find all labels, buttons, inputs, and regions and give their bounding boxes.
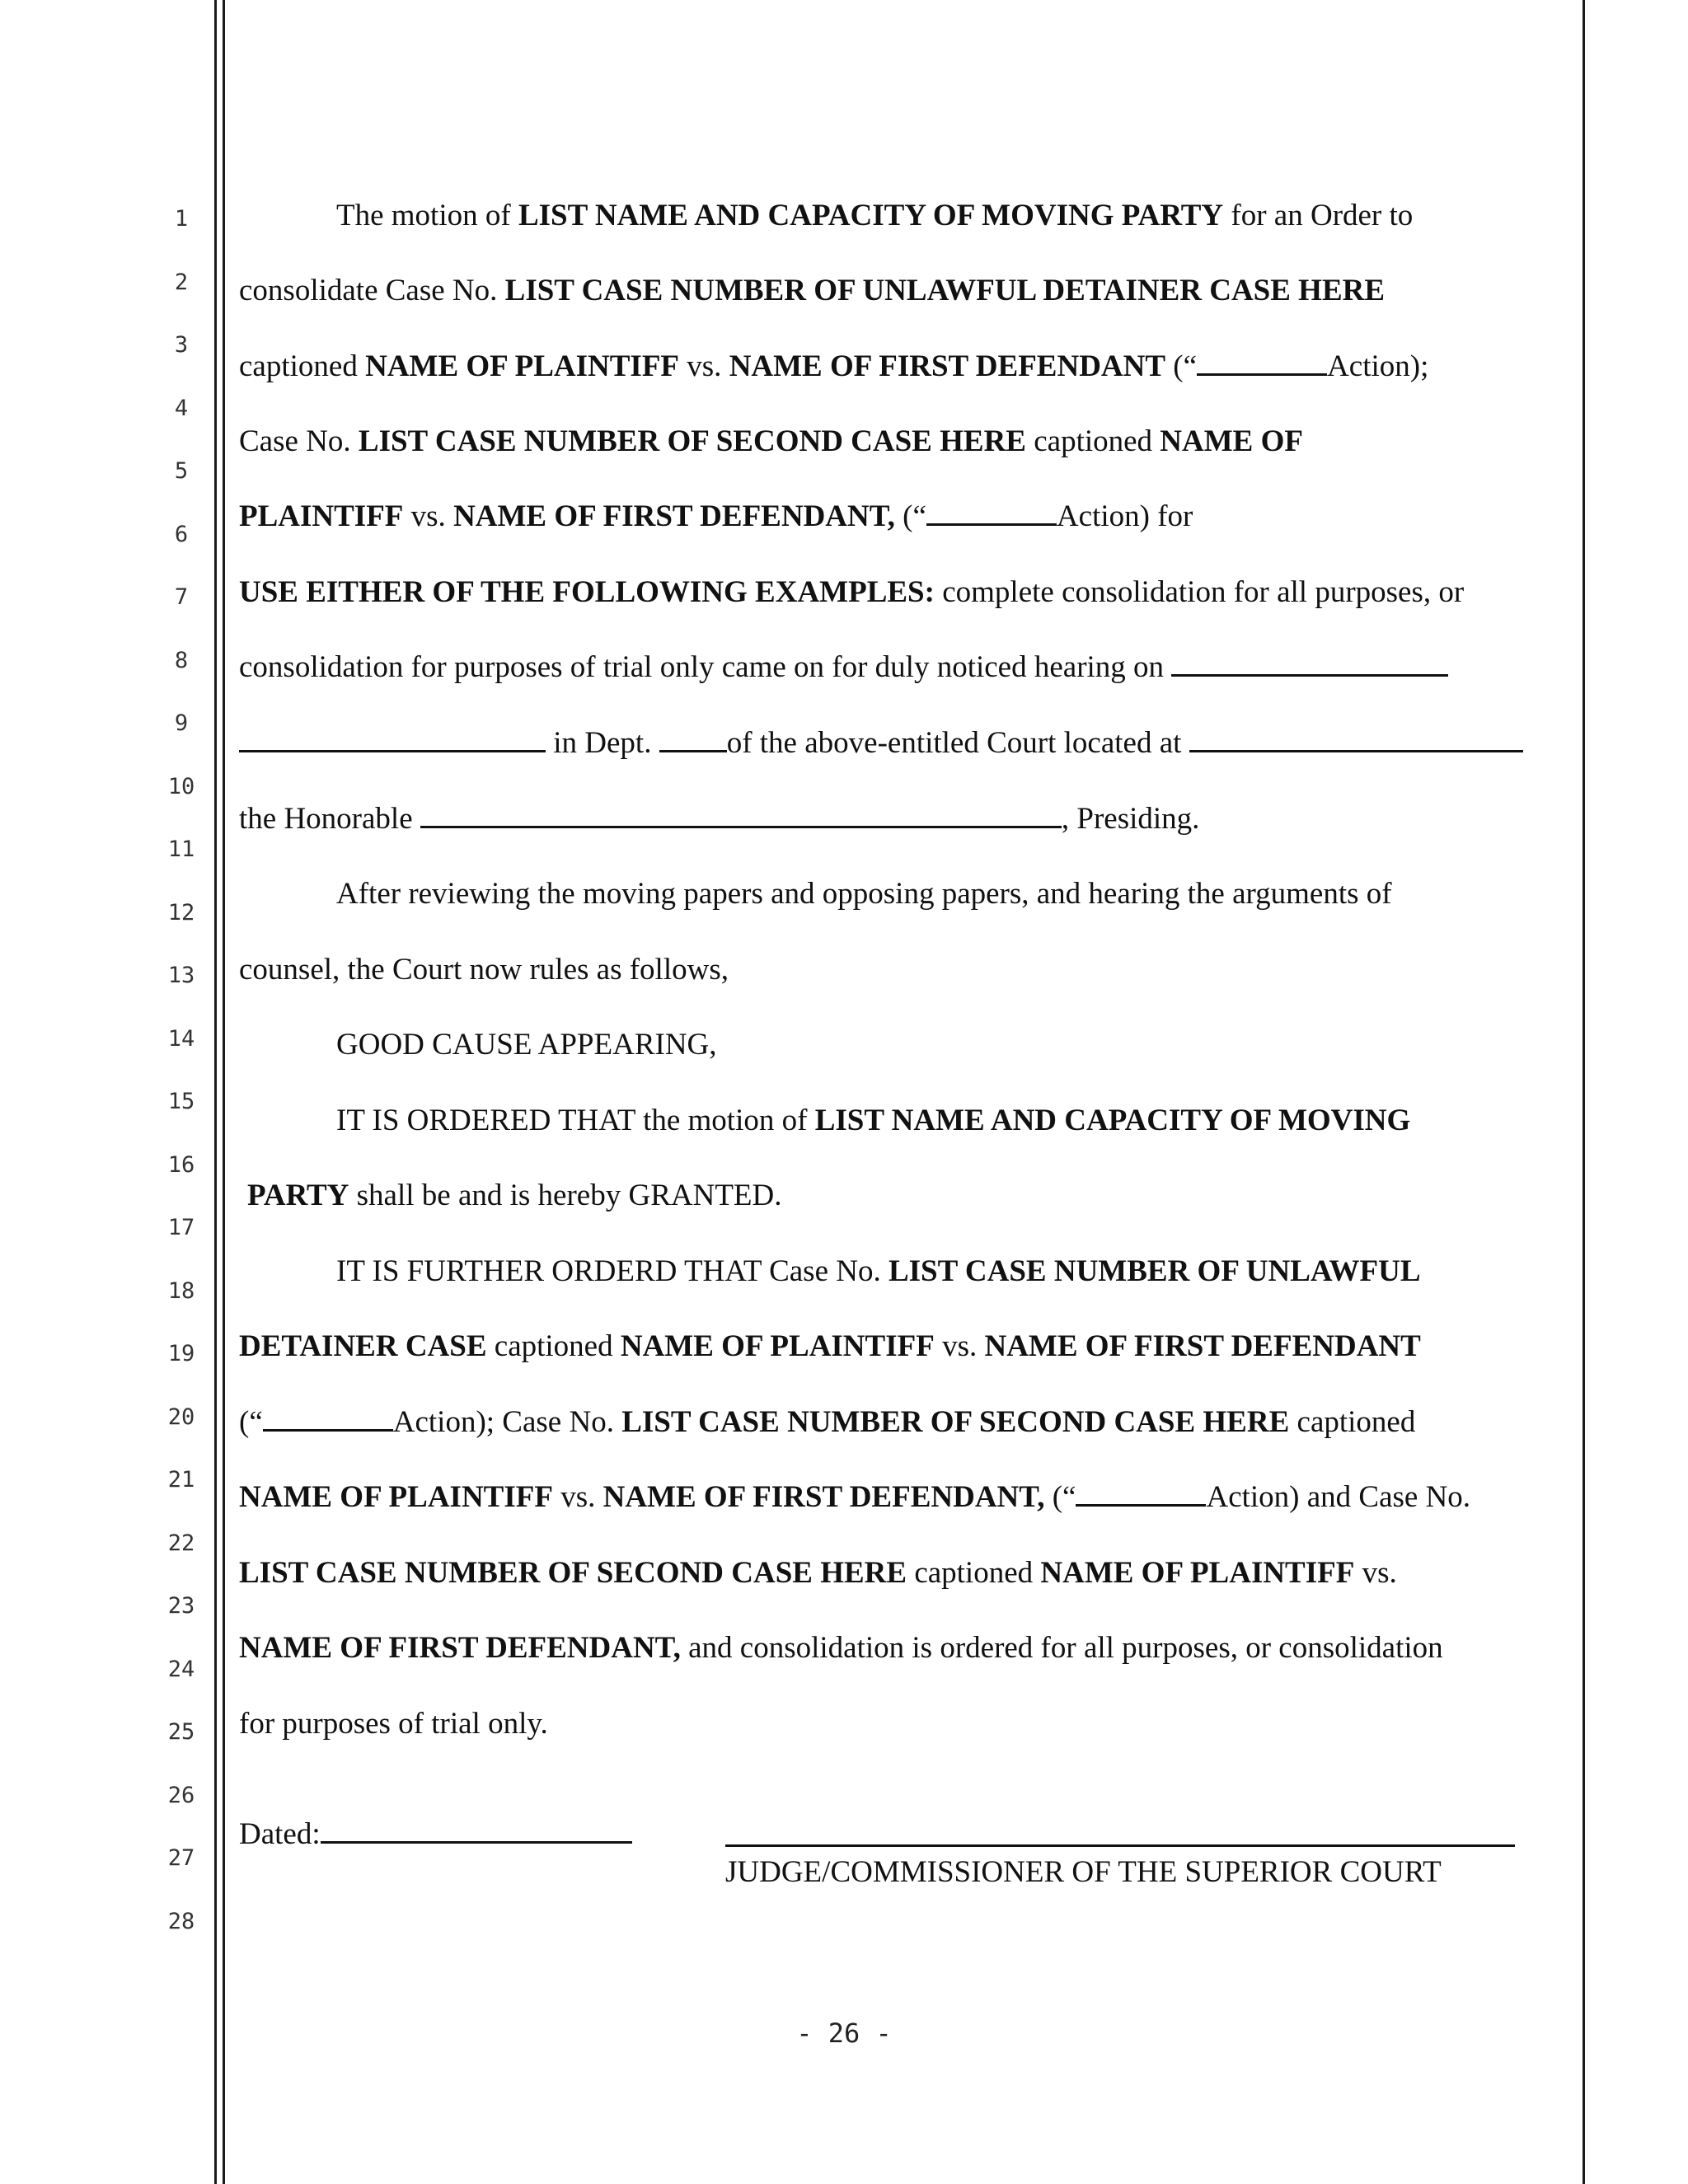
line-number: 8 bbox=[174, 647, 189, 673]
line-number: 22 bbox=[167, 1530, 195, 1556]
moving-party-placeholder: LIST NAME AND CAPACITY OF MOVING PARTY bbox=[518, 199, 1224, 232]
line-number: 4 bbox=[174, 395, 189, 421]
second-case-number-placeholder: LIST CASE NUMBER OF SECOND CASE HERE bbox=[239, 1556, 907, 1590]
line-number: 7 bbox=[174, 584, 189, 610]
text: captioned bbox=[907, 1556, 1041, 1590]
text: (“ bbox=[1044, 1480, 1076, 1514]
department-blank[interactable] bbox=[659, 725, 727, 752]
plaintiff-placeholder: NAME OF PLAINTIFF bbox=[365, 349, 680, 383]
page-number: - 26 - bbox=[796, 2018, 892, 2049]
line-number: 27 bbox=[167, 1845, 195, 1871]
body-line-1 bbox=[239, 198, 1582, 234]
left-margin-rule-inner bbox=[223, 0, 225, 2184]
defendant-placeholder: NAME OF FIRST DEFENDANT, bbox=[239, 1631, 681, 1665]
line-number: 6 bbox=[174, 521, 189, 547]
text: for purposes of trial only. bbox=[239, 1707, 548, 1741]
hearing-date-blank-continued[interactable] bbox=[239, 725, 546, 752]
text: captioned bbox=[239, 349, 366, 383]
body-line-6 bbox=[239, 574, 1582, 611]
body-line-2 bbox=[239, 273, 1582, 309]
court-location-blank[interactable] bbox=[1189, 725, 1523, 752]
date-blank[interactable] bbox=[321, 1816, 632, 1844]
defendant-placeholder: NAME OF FIRST DEFENDANT bbox=[729, 349, 1166, 383]
plaintiff-placeholder: NAME OF PLAINTIFF bbox=[1040, 1556, 1355, 1590]
line-number: 14 bbox=[167, 1025, 195, 1052]
body-line-20 bbox=[239, 1630, 1582, 1666]
text: Case No. bbox=[239, 424, 359, 458]
body-line-5 bbox=[239, 499, 1582, 535]
case-number-placeholder: DETAINER CASE bbox=[239, 1329, 487, 1363]
text: Action) for bbox=[1056, 499, 1193, 533]
case-number-placeholder: LIST CASE NUMBER OF UNLAWFUL bbox=[888, 1254, 1421, 1288]
action-name-blank[interactable] bbox=[1197, 349, 1327, 376]
text: consolidation for purposes of trial only came on for duly noticed hearing on bbox=[239, 650, 1172, 684]
body-line-17 bbox=[239, 1404, 1582, 1441]
line-number: 3 bbox=[174, 332, 189, 358]
line-number: 1 bbox=[174, 206, 189, 232]
line-number: 10 bbox=[167, 773, 195, 799]
line-number: 12 bbox=[167, 899, 195, 926]
line-number: 23 bbox=[167, 1593, 195, 1619]
judge-name-blank[interactable] bbox=[420, 801, 1062, 828]
text: shall be and is hereby GRANTED. bbox=[349, 1179, 782, 1212]
moving-party-placeholder: LIST NAME AND CAPACITY OF MOVING bbox=[814, 1104, 1411, 1137]
text: IT IS ORDERED THAT the motion of bbox=[336, 1104, 815, 1137]
body-line-12 bbox=[239, 1027, 1582, 1063]
body-line-8 bbox=[239, 725, 1582, 762]
action-name-blank[interactable] bbox=[1076, 1479, 1206, 1507]
text: , Presiding. bbox=[1061, 802, 1200, 836]
line-number: 9 bbox=[174, 710, 189, 736]
body-line-14 bbox=[239, 1178, 1582, 1214]
action-name-blank[interactable] bbox=[263, 1404, 393, 1432]
line-number: 28 bbox=[167, 1908, 195, 1934]
text: and consolidation is ordered for all purposes, or consolidation bbox=[680, 1631, 1443, 1665]
second-case-number-placeholder: LIST CASE NUMBER OF SECOND CASE HERE bbox=[621, 1405, 1290, 1439]
plaintiff-placeholder: NAME OF PLAINTIFF bbox=[620, 1329, 935, 1363]
defendant-placeholder: NAME OF FIRST DEFENDANT, bbox=[603, 1480, 1045, 1514]
plaintiff-placeholder: NAME OF PLAINTIFF bbox=[239, 1480, 553, 1514]
text: vs. bbox=[403, 499, 454, 533]
body-line-9 bbox=[239, 801, 1582, 837]
line-number: 24 bbox=[167, 1656, 195, 1682]
line-number: 19 bbox=[167, 1341, 195, 1366]
body-line-15 bbox=[239, 1254, 1582, 1290]
right-margin-rule bbox=[1582, 0, 1585, 2184]
text: vs. bbox=[934, 1329, 985, 1363]
text: for an Order to bbox=[1223, 199, 1414, 232]
text: captioned bbox=[1289, 1405, 1416, 1439]
second-case-number-placeholder: LIST CASE NUMBER OF SECOND CASE HERE bbox=[358, 424, 1026, 458]
judge-signature-line[interactable] bbox=[725, 1844, 1515, 1847]
body-line-11 bbox=[239, 952, 1582, 988]
line-number: 21 bbox=[167, 1467, 195, 1493]
body-line-13 bbox=[239, 1103, 1582, 1139]
text: vs. bbox=[552, 1480, 603, 1514]
plaintiff-placeholder: PLAINTIFF bbox=[239, 499, 404, 533]
line-number: 20 bbox=[167, 1404, 195, 1430]
text: vs. bbox=[679, 349, 729, 383]
body-line-18 bbox=[239, 1479, 1582, 1516]
text: in Dept. bbox=[546, 726, 659, 760]
instruction-placeholder: USE EITHER OF THE FOLLOWING EXAMPLES: bbox=[239, 575, 935, 609]
text: complete consolidation for all purposes, or bbox=[934, 575, 1465, 609]
line-number: 5 bbox=[174, 458, 189, 484]
text: GOOD CAUSE APPEARING, bbox=[336, 1028, 717, 1062]
text: IT IS FURTHER ORDERD THAT Case No. bbox=[336, 1254, 889, 1288]
body-line-21 bbox=[239, 1706, 1582, 1742]
action-name-blank[interactable] bbox=[926, 499, 1057, 526]
text: After reviewing the moving papers and opposing papers, and hearing the arguments of bbox=[336, 877, 1392, 911]
line-number: 11 bbox=[167, 837, 195, 862]
text: Action) and Case No. bbox=[1206, 1480, 1471, 1514]
body-line-4 bbox=[239, 424, 1582, 460]
plaintiff-placeholder: NAME OF bbox=[1160, 424, 1303, 458]
text: Action); bbox=[1327, 349, 1429, 383]
line-number: 13 bbox=[167, 963, 195, 988]
text: the Honorable bbox=[239, 802, 420, 836]
text: The motion of bbox=[336, 199, 518, 232]
text: vs. bbox=[1354, 1556, 1397, 1590]
body-line-10 bbox=[239, 876, 1582, 912]
text: (“ bbox=[239, 1405, 263, 1439]
line-number: 25 bbox=[167, 1719, 195, 1745]
line-number: 26 bbox=[167, 1782, 195, 1808]
body-line-19 bbox=[239, 1555, 1582, 1591]
body-line-16 bbox=[239, 1329, 1582, 1365]
text: Action); Case No. bbox=[392, 1405, 622, 1439]
text: consolidate Case No. bbox=[239, 274, 505, 307]
judge-signature-caption: JUDGE/COMMISSIONER OF THE SUPERIOR COURT bbox=[725, 1855, 1442, 1889]
line-number: 17 bbox=[167, 1215, 195, 1240]
text: of the above-entitled Court located at bbox=[726, 726, 1189, 760]
body-line-3 bbox=[239, 349, 1582, 385]
text: captioned bbox=[1025, 424, 1160, 458]
dated-label: Dated: bbox=[239, 1817, 321, 1851]
defendant-placeholder: NAME OF FIRST DEFENDANT bbox=[984, 1329, 1421, 1363]
left-margin-rule-outer bbox=[214, 0, 217, 2184]
dated-line bbox=[239, 1816, 1582, 1853]
text: (“ bbox=[1165, 349, 1198, 383]
line-number: 18 bbox=[167, 1277, 195, 1304]
hearing-date-blank[interactable] bbox=[1171, 649, 1448, 677]
text: captioned bbox=[486, 1329, 621, 1363]
line-number: 16 bbox=[167, 1151, 195, 1178]
text: counsel, the Court now rules as follows, bbox=[239, 953, 729, 987]
line-number: 2 bbox=[174, 269, 189, 295]
moving-party-placeholder: PARTY bbox=[247, 1179, 349, 1212]
case-number-placeholder: LIST CASE NUMBER OF UNLAWFUL DETAINER CASE HERE bbox=[504, 274, 1386, 307]
body-line-7 bbox=[239, 649, 1582, 686]
defendant-placeholder: NAME OF FIRST DEFENDANT, bbox=[453, 499, 895, 533]
text: (“ bbox=[894, 499, 926, 533]
line-number: 15 bbox=[167, 1089, 195, 1114]
